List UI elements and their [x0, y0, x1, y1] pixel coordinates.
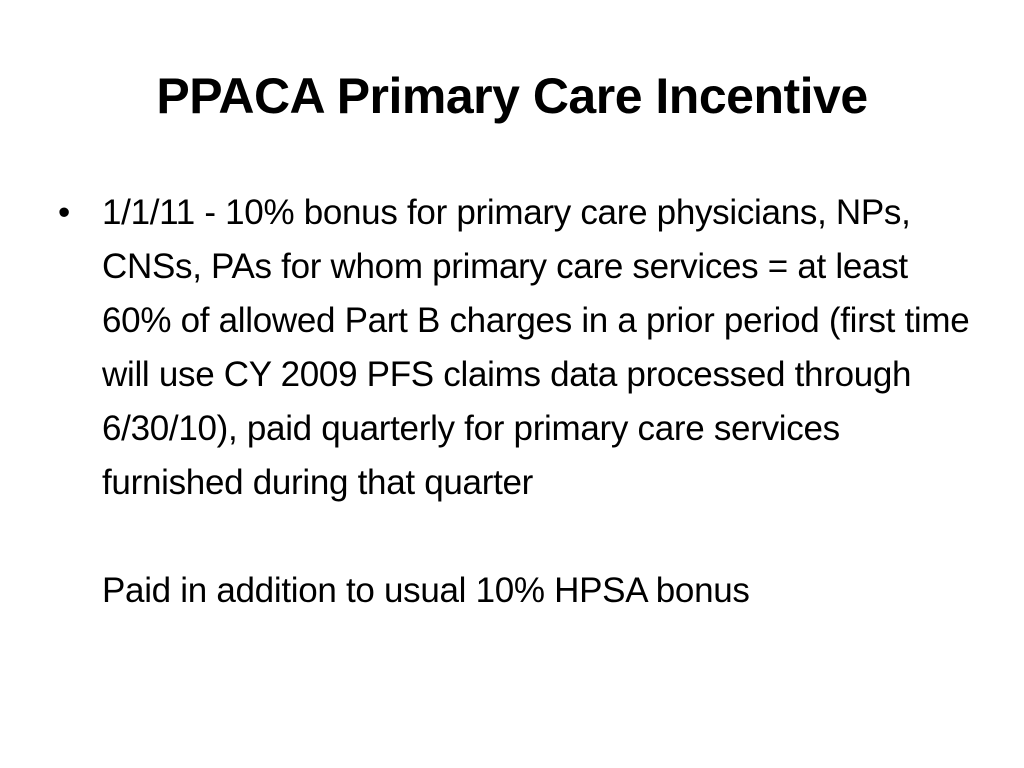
bullet-icon: •: [58, 193, 70, 232]
bullet-list: [58, 186, 978, 618]
bullet-text-bonus: 1/1/11 - 10% bonus for primary care physicians, NPs, CNSs, PAs for whom primary care services = at least 60% of allowed Part B charges in a prior period (first time will use CY 2009 PFS claims data processed through 6/30/10), paid quarterly for primary care services furnished during that quarter: [102, 193, 970, 502]
list-item: [58, 186, 978, 618]
bullet-text-hpsa: Paid in addition to usual 10% HPSA bonus: [102, 571, 750, 610]
slide-title: PPACA Primary Care Incentive: [156, 68, 868, 124]
paragraph-spacer: [102, 510, 978, 564]
